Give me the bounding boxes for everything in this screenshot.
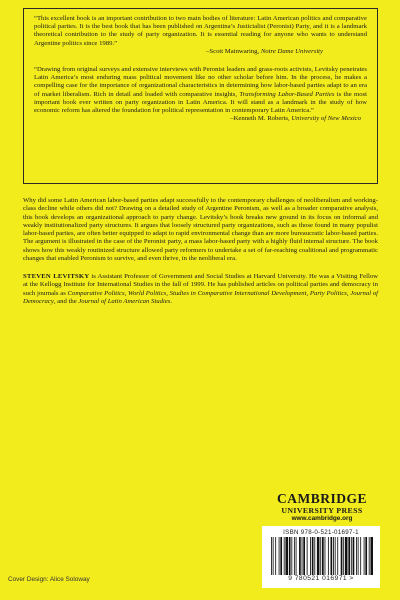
barcode-bar [303, 537, 305, 575]
publisher-logo [262, 492, 382, 523]
barcode-digits: 9 780521 016971 > [288, 575, 354, 582]
endorsement-mainwaring [34, 15, 367, 48]
barcode-bar [291, 537, 292, 575]
barcode-bar [280, 537, 282, 575]
separator: , [346, 289, 351, 297]
separator: , [166, 289, 170, 297]
barcode-bar [360, 537, 361, 575]
author-name: STEVEN LEVITSKY [23, 273, 90, 280]
barcode-bar [341, 537, 343, 575]
book-description: Why did some Latin American labor-based parties adapt successfully to the contemporary challenges of neoliberalism and working-class decline while others did not? Drawing on a detailed study of Argentine Peronism, as well as a broader comparative analysis, this book develops an organizational approach to party change. Levitsky’s book breaks new ground in its focus on informal and weakly institutionalized party structures. It argues that loosely structured party organizations, such as those found in many populist labor-based parties, are often better equipped to adapt to rapid environmental change than are more bureaucratic labor-based parties. The argument is illustrated in the case of the Peronist party, a mass labor-based party with a highly fluid internal structure. The book shows how this weakly routinized structure allowed party reformers to undertake a set of far-reaching coalitional and programmatic changes that enabled Peronism to survive, and even thrive, in the neoliberal era. [23, 197, 378, 262]
book-title-italic: Transforming Labor-Based Parties [239, 90, 335, 98]
cover-design-credit: Cover Design: Alice Soloway [8, 576, 90, 583]
barcode-bar [369, 537, 370, 575]
journal-name: Journal of Latin American Studies [78, 297, 171, 305]
journal-name: Journal of Democracy [23, 289, 379, 305]
barcode-bar [320, 537, 321, 575]
attribution-name: –Kenneth M. Roberts, [230, 115, 292, 123]
barcode-bar [271, 537, 272, 575]
barcode-bar [325, 537, 326, 575]
barcode-bar [317, 537, 320, 575]
attribution-name: –Scott Mainwaring, [206, 47, 261, 55]
barcode-bar [285, 537, 288, 575]
journal-name: Comparative Politics [67, 289, 125, 297]
barcode-bar [294, 537, 295, 575]
barcode-icon [267, 537, 375, 575]
barcode-bar [279, 537, 280, 575]
journal-name: Party Politics [309, 289, 347, 297]
isbn-barcode [262, 526, 380, 588]
author-bio [23, 273, 378, 306]
journal-name: World Politics [127, 289, 167, 297]
barcode-bar [296, 537, 297, 575]
attribution-institution: Notre Dame University [260, 47, 323, 55]
barcode-bar [273, 537, 274, 575]
endorsement-text: “This excellent book is an important contribution to two main bodies of literature: Latin American politics and comparative political parties. It is the best book that has been published on Argentina’s Justicialist (Peronist) Party, and it is a landmark theoretical contribution to the study of party organization. It is essential reading for anyone who wants to understand Argentine politics since 1989.” [34, 15, 367, 47]
barcode-bar [310, 537, 311, 575]
publisher-website: www.cambridge.org [291, 515, 353, 522]
book-description-section [23, 197, 378, 306]
barcode-bar [307, 537, 308, 575]
endorsement-attribution [34, 115, 367, 123]
publisher-subtitle: UNIVERSITY PRESS [281, 506, 363, 515]
barcode-bar [343, 537, 344, 575]
barcode-bar [299, 537, 301, 575]
barcode-bar [331, 537, 333, 575]
barcode-bar [275, 537, 276, 575]
barcode-bar [289, 537, 291, 575]
journal-name: Studies in Comparative International Development [169, 289, 307, 297]
barcode-bar [302, 537, 303, 575]
barcode-bar [345, 537, 348, 575]
publisher-name: CAMBRIDGE [276, 491, 367, 506]
barcode-bar [314, 537, 315, 575]
isbn-label: ISBN 978-0-521-01697-1 [283, 529, 359, 536]
barcode-bar [351, 537, 352, 575]
endorsement-attribution [34, 48, 367, 56]
separator: . [170, 297, 173, 305]
barcode-bar [333, 537, 334, 575]
barcode-bar [370, 537, 373, 575]
separator: , [124, 289, 128, 297]
barcode-bar [335, 537, 336, 575]
barcode-bar [365, 537, 367, 575]
separator: , and the [53, 297, 79, 305]
barcode-bar [356, 537, 357, 575]
endorsement-box [23, 8, 378, 184]
barcode-bar [312, 537, 314, 575]
barcode-bar [322, 537, 324, 575]
barcode-bar [353, 537, 355, 575]
endorsement-text: “Drawing from original surveys and extensive interviews with Peronist leaders and grass-roots activists, Levitsky penetrates Latin America’s most enduring mass political movement like no other scholar before him. In the process, he makes a compelling case for the importance of organizational characteristics in determining how labor-based parties adapt to an era of market liberalism. Rich in detail and loaded with comparative insights, [34, 66, 367, 98]
barcode-bar [328, 537, 329, 575]
barcode-bar [348, 537, 350, 575]
endorsement-text: is the most important book ever written on party organization in Latin America. It will stand as a landmark in the study of how economic reform has altered the foundation for political representation in contemporary Latin America.” [34, 90, 367, 115]
barcode-bar [337, 537, 338, 575]
bio-text: is Assistant Professor of Government and Social Studies at Harvard University. He was a Visiting Fellow at the Kellogg Institute for International Studies in the fall of 1999. He has published articles on political parties and democracy in such journals as [23, 273, 378, 297]
endorsement-roberts [34, 66, 367, 115]
barcode-bar [364, 537, 365, 575]
barcode-bar [284, 537, 285, 575]
attribution-institution: University of New Mexico [291, 115, 361, 123]
separator: , [306, 289, 310, 297]
barcode-bar [358, 537, 359, 575]
